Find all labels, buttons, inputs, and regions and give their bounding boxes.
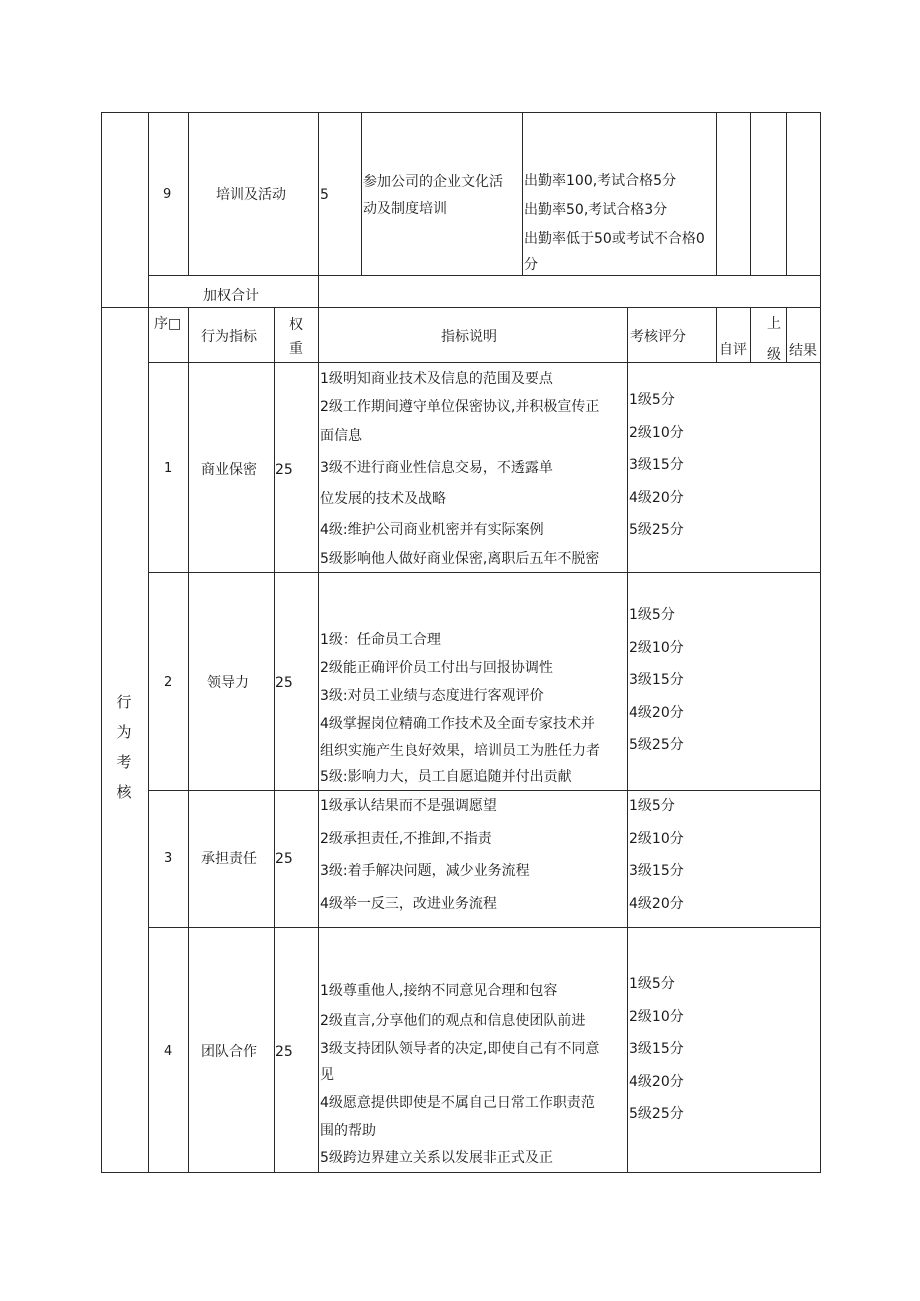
header-bottom-line — [148, 362, 821, 363]
row9-bottom-line — [148, 275, 821, 276]
row2-indicator: 领导力 — [207, 675, 249, 691]
row4-no: 4 — [164, 1044, 173, 1059]
behavior-section-label: 行 为 考 核 — [116, 693, 132, 801]
row1-scores: 1级5分 2级10分 3级15分 4级20分 5级25分 — [629, 392, 684, 538]
row4-indicator: 团队合作 — [201, 1044, 257, 1060]
row1-bottom-line — [148, 572, 821, 573]
row4-weight: 25 — [275, 1044, 293, 1060]
no-col-line — [188, 307, 189, 1173]
row9-col-line — [750, 112, 751, 275]
weight-col-line — [318, 307, 319, 1173]
row2-scores: 1级5分 2级10分 3级15分 4级20分 5级25分 — [629, 607, 684, 753]
row3-no: 3 — [164, 851, 173, 866]
header-description: 指标说明 — [441, 329, 497, 345]
row1-description: 1级明知商业技术及信息的范围及要点 2级工作期间遵守单位保密协议,并积极宣传正 面信息 3级不进行商业性信息交易，不透露单 位发展的技术及战略 4级:维护公司商业机密并有实际案例 5级影响他人做好商业保密,离职后五年不脱密 — [320, 371, 600, 567]
row9-col-line — [188, 112, 189, 275]
row9-description-line: 参加公司的企业文化活 — [363, 174, 503, 190]
row3-weight: 25 — [275, 851, 293, 867]
row3-bottom-line — [148, 927, 821, 928]
header-weight-line: 权 — [289, 317, 303, 333]
header-weight-line: 重 — [289, 341, 303, 357]
row9-col-line — [522, 112, 523, 275]
header-superior-line: 级 — [767, 347, 781, 363]
header-col-line — [786, 307, 787, 362]
table-bottom-border — [101, 1172, 821, 1173]
row3-indicator: 承担责任 — [201, 851, 257, 867]
col-side-line — [148, 112, 149, 1173]
row1-indicator: 商业保密 — [201, 462, 257, 478]
row9-weight: 5 — [320, 187, 329, 203]
top-weight-col-line — [318, 112, 319, 307]
row4-description: 1级尊重他人,接纳不同意见合理和包容 2级直言,分享他们的观点和信息使团队前进 3级支持团队领导者的决定,即使自己有不同意 见 4级愿意提供即使是不属自己日常工作职责范 围的帮助 5级跨边界建立关系以发展非正式及正 — [320, 983, 600, 1166]
row9-indicator: 培训及活动 — [216, 187, 286, 203]
header-indicator: 行为指标 — [201, 329, 257, 345]
left-border — [101, 112, 102, 1173]
description-col-line — [627, 307, 628, 1173]
row9-description-line: 动及制度培训 — [363, 201, 447, 217]
header-self: 自评 — [719, 342, 747, 358]
header-col-line — [716, 307, 717, 362]
row9-criteria-line: 出勤率50,考试合格3分 — [524, 202, 668, 218]
row2-no: 2 — [164, 675, 173, 690]
row9-criteria-line: 分 — [524, 257, 538, 273]
row1-no: 1 — [164, 461, 173, 476]
right-border — [820, 112, 821, 1173]
header-result: 结果 — [789, 343, 817, 359]
header-scoring: 考核评分 — [630, 329, 686, 345]
header-superior-line: 上 — [767, 316, 781, 332]
section-divider-line — [101, 307, 821, 308]
row9-col-line — [716, 112, 717, 275]
row3-scores: 1级5分 2级10分 3级15分 4级20分 — [629, 798, 684, 912]
row9-col-line — [786, 112, 787, 275]
row9-col-line — [361, 112, 362, 275]
row2-weight: 25 — [275, 675, 293, 691]
header-col-line — [750, 307, 751, 362]
row9-criteria-line: 出勤率100,考试合格5分 — [524, 173, 677, 189]
row9-no: 9 — [163, 187, 172, 202]
table-top-border — [101, 112, 821, 113]
row3-description: 1级承认结果而不是强调愿望 2级承担责任,不推卸,不指责 3级:着手解决问题，减少业务流程 4级举一反三，改进业务流程 — [320, 798, 530, 912]
weighted-total-label: 加权合计 — [203, 288, 259, 304]
row1-weight: 25 — [275, 462, 293, 478]
row2-description: 1级：任命员工合理 2级能正确评价员工付出与回报协调性 3级:对员工业绩与态度进行客观评价 4级掌握岗位精确工作技术及全面专家技术并 组织实施产生良好效果，培训员工为胜任力者 5级:影响力大，员工自愿追随并付出贡献 — [320, 632, 600, 785]
row9-criteria-line: 出勤率低于50或考试不合格0 — [524, 231, 705, 247]
row4-scores: 1级5分 2级10分 3级15分 4级20分 5级25分 — [629, 976, 684, 1122]
header-no: 序□ — [154, 316, 182, 332]
